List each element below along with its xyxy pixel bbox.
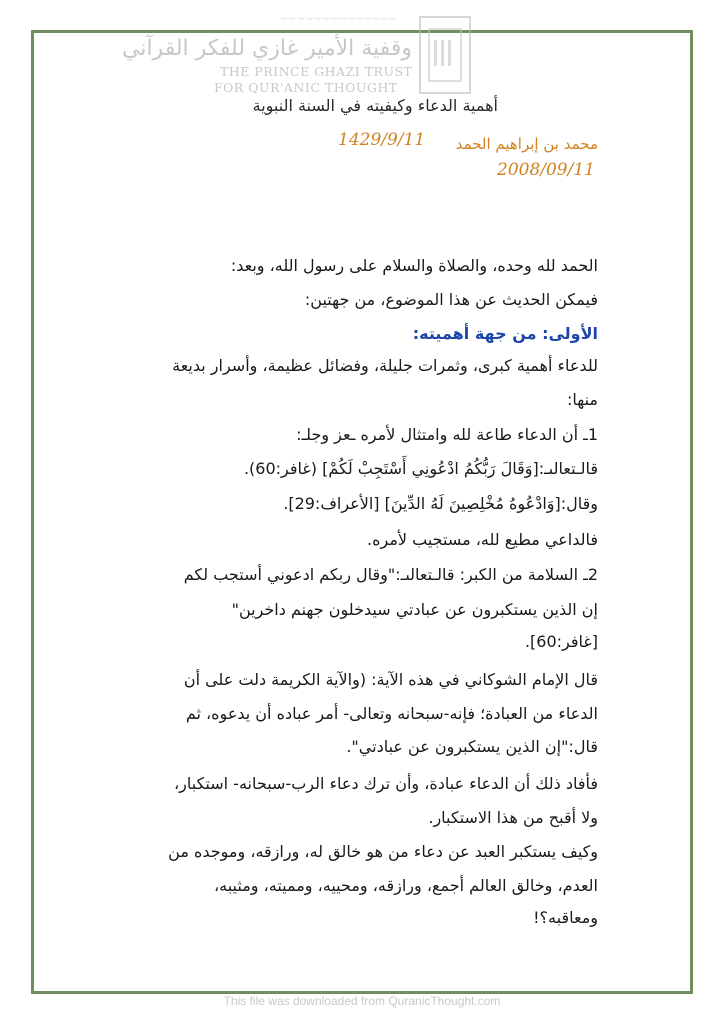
watermark-ornament: ~~~~~~~~~~~~~~ bbox=[280, 14, 398, 25]
body-line: 1ـ أن الدعاء طاعة لله وامتثال لأمره ـعز وجلـ: bbox=[296, 425, 598, 444]
body-line: فيمكن الحديث عن هذا الموضوع، من جهتين: bbox=[304, 290, 598, 309]
author-name: محمد بن إبراهيم الحمد bbox=[455, 135, 598, 153]
watermark-line-2: FOR QUR'ANIC THOUGHT bbox=[214, 80, 398, 95]
body-line: ولا أقبح من هذا الاستكبار. bbox=[428, 808, 598, 827]
body-line: إن الذين يستكبرون عن عبادتي سيدخلون جهنم داخرين" bbox=[231, 600, 598, 619]
watermark-arabic-calligraphy: وقفية الأمير غازي للفكر القرآني bbox=[121, 36, 412, 61]
body-line: فالداعي مطيع لله، مستجيب لأمره. bbox=[367, 530, 598, 549]
body-line: للدعاء أهمية كبرى، وثمرات جليلة، وفضائل عظيمة، وأسرار بديعة bbox=[172, 356, 598, 375]
watermark-line-1: THE PRINCE GHAZI TRUST bbox=[220, 64, 413, 79]
seal-emblem-icon bbox=[419, 16, 471, 94]
gregorian-date: 2008/09/11 bbox=[497, 160, 595, 180]
body-line: الحمد لله وحده، والصلاة والسلام على رسول الله، وبعد: bbox=[230, 256, 598, 275]
body-line: [غافر:60]. bbox=[524, 632, 598, 651]
body-line: 2ـ السلامة من الكبر: قالـتعالىـ:"وقال ربكم ادعوني أستجب لكم bbox=[183, 565, 598, 584]
body-line: ومعاقبه؟! bbox=[533, 908, 598, 927]
body-line: وكيف يستكبر العبد عن دعاء من هو خالق له، ورازقه، وموجده من bbox=[168, 842, 598, 861]
trust-watermark bbox=[121, 14, 474, 106]
body-line: الدعاء من العبادة؛ فإنه-سبحانه وتعالى- أمر عباده أن يدعوه، ثم bbox=[185, 704, 598, 723]
body-line: قال:"إن الذين يستكبرون عن عبادتي". bbox=[346, 737, 598, 756]
hijri-date: 1429/9/11 bbox=[338, 130, 426, 150]
body-line: قال الإمام الشوكاني في هذه الآية: (والآية الكريمة دلت على أن bbox=[183, 670, 598, 689]
download-notice: This file was downloaded from QuranicThought.com bbox=[223, 994, 501, 1008]
body-line: العدم، وخالق العالم أجمع، ورازقه، ومحييه، ومميته، ومثيبه، bbox=[213, 876, 598, 895]
body-line: منها: bbox=[566, 390, 598, 409]
body-line: فأفاد ذلك أن الدعاء عبادة، وأن ترك دعاء الرب-سبحانه- استكبار، bbox=[173, 774, 598, 793]
quran-citation: وقال:[وَادْعُوهُ مُخْلِصِينَ لَهُ الدِّينَ] [الأعراف:29]. bbox=[283, 494, 598, 513]
document-title: أهمية الدعاء وكيفيته في السنة النبوية bbox=[252, 96, 498, 115]
section-heading: الأولى: من جهة أهميته: bbox=[412, 324, 598, 343]
quran-citation: قالـتعالىـ:[وَقَالَ رَبُّكُمُ ادْعُونِي أَسْتَجِبْ لَكُمْ] (غافر:60). bbox=[243, 459, 598, 478]
